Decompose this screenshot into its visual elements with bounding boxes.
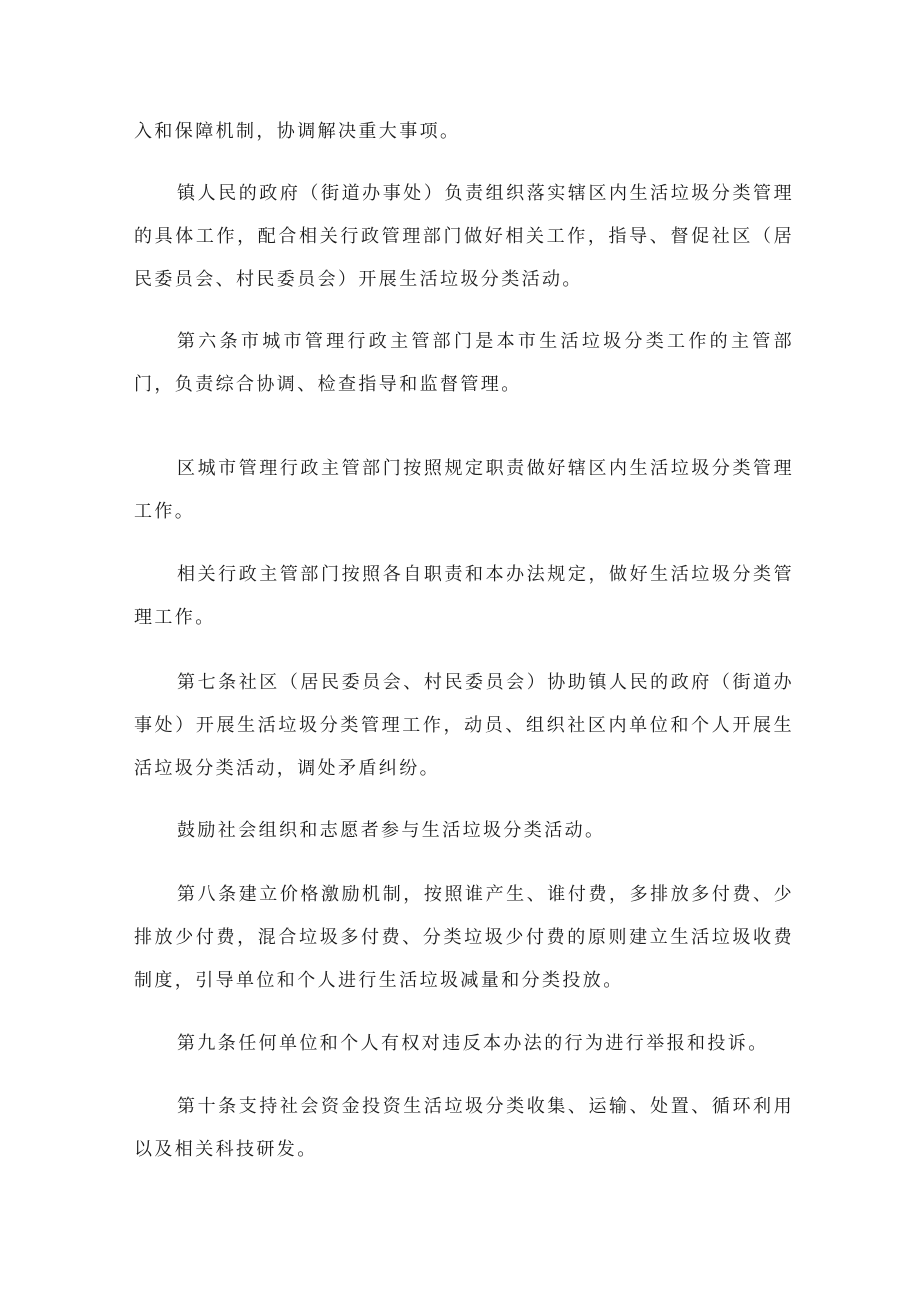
paragraph-town-government: 镇人民的政府（街道办事处）负责组织落实辖区内生活垃圾分类管理的具体工作，配合相关行政管理部门做好相关工作，指导、督促社区（居民委员会、村民委员会）开展生活垃圾分类活动。 — [134, 183, 794, 290]
paragraph-related-departments: 相关行政主管部门按照各自职责和本办法规定，做好生活垃圾分类管理工作。 — [134, 564, 794, 628]
paragraph-article-7: 第七条社区（居民委员会、村民委员会）协助镇人民的政府（街道办事处）开展生活垃圾分类管理工作，动员、组织社区内单位和个人开展生活垃圾分类活动，调处矛盾纠纷。 — [134, 672, 794, 779]
paragraph-article-6: 第六条市城市管理行政主管部门是本市生活垃圾分类工作的主管部门，负责综合协调、检查指导和监督管理。 — [134, 331, 794, 395]
paragraph-continuation: 入和保障机制，协调解决重大事项。 — [134, 121, 461, 142]
paragraph-article-10: 第十条支持社会资金投资生活垃圾分类收集、运输、处置、循环利用以及相关科技研发。 — [134, 1096, 794, 1160]
paragraph-article-8: 第八条建立价格激励机制，按照谁产生、谁付费，多排放多付费、少排放少付费，混合垃圾多付费、分类垃圾少付费的原则建立生活垃圾收费制度，引导单位和个人进行生活垃圾减量和分类投放。 — [134, 884, 794, 991]
paragraph-encourage-volunteers: 鼓励社会组织和志愿者参与生活垃圾分类活动。 — [177, 820, 606, 841]
paragraph-district-department: 区城市管理行政主管部门按照规定职责做好辖区内生活垃圾分类管理工作。 — [134, 458, 794, 522]
paragraph-article-9: 第九条任何单位和个人有权对违反本办法的行为进行举报和投诉。 — [177, 1033, 769, 1054]
